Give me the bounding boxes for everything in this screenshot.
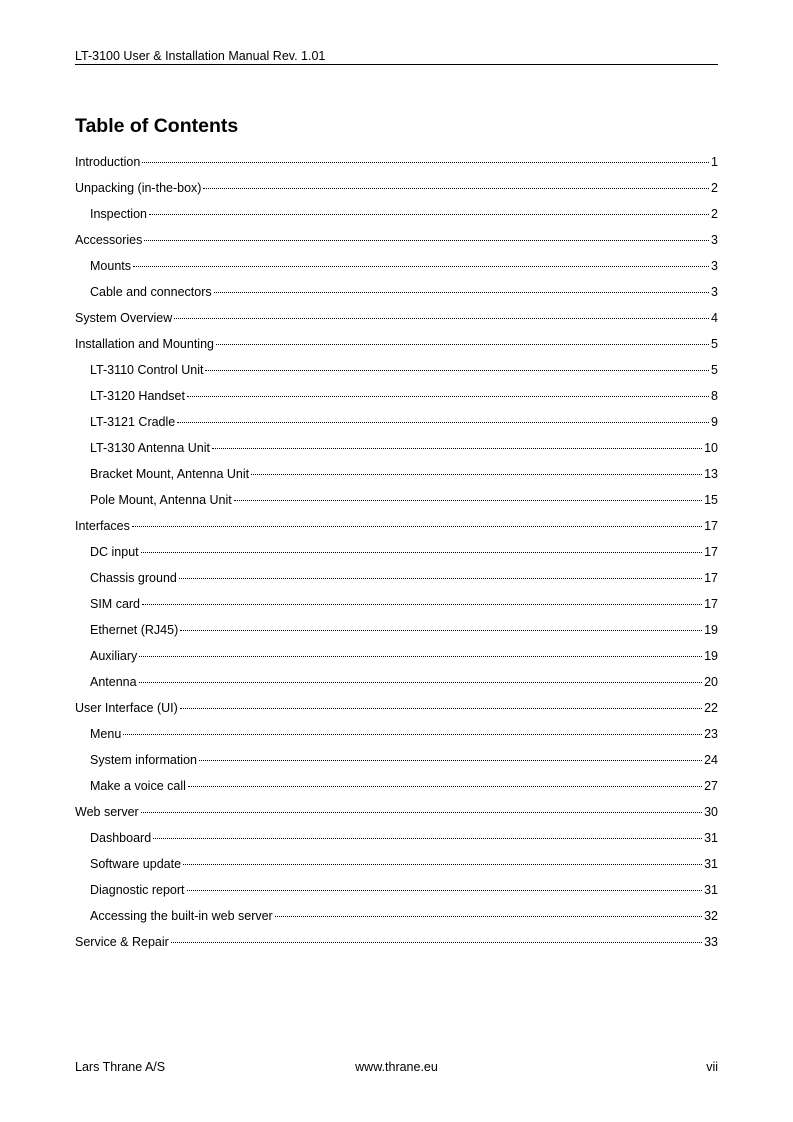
toc-entry[interactable]	[75, 851, 718, 877]
toc-entry-label: Auxiliary	[90, 649, 138, 663]
toc-dot-leader	[203, 188, 709, 189]
toc-dot-leader	[179, 578, 702, 579]
toc-entry-label: Dashboard	[90, 831, 152, 845]
toc-entry[interactable]	[75, 565, 718, 591]
toc-entry-label: DC input	[90, 545, 139, 559]
toc-entry-label: Service & Repair	[75, 935, 169, 949]
toc-entry-page: 8	[711, 389, 718, 403]
toc-entry-label: User Interface (UI)	[75, 701, 178, 715]
toc-entry[interactable]	[75, 409, 718, 435]
footer-company: Lars Thrane A/S	[75, 1060, 166, 1074]
toc-entry-page: 15	[704, 493, 718, 507]
toc-entry[interactable]	[75, 487, 718, 513]
toc-entry-page: 13	[704, 467, 718, 481]
toc-entry-page: 9	[711, 415, 718, 429]
toc-entry-label: LT-3121 Cradle	[90, 415, 176, 429]
toc-entry-page: 2	[711, 207, 718, 221]
toc-entry-label: Accessing the built-in web server	[90, 909, 273, 923]
toc-entry-label: Software update	[90, 857, 182, 871]
toc-entry[interactable]	[75, 383, 718, 409]
toc-dot-leader	[142, 604, 702, 605]
toc-entry[interactable]	[75, 591, 718, 617]
toc-dot-leader	[199, 760, 702, 761]
toc-entry[interactable]	[75, 149, 718, 175]
toc-dot-leader	[275, 916, 702, 917]
toc-dot-leader	[153, 838, 702, 839]
toc-entry-page: 23	[704, 727, 718, 741]
toc-entry-page: 32	[704, 909, 718, 923]
toc-entry[interactable]	[75, 747, 718, 773]
toc-entry-label: Web server	[75, 805, 139, 819]
toc-entry[interactable]	[75, 617, 718, 643]
toc-entry-page: 27	[704, 779, 718, 793]
toc-entry-page: 19	[704, 649, 718, 663]
toc-entry-page: 4	[711, 311, 718, 325]
toc-entry[interactable]	[75, 253, 718, 279]
toc-entry-label: Pole Mount, Antenna Unit	[90, 493, 232, 507]
toc-entry[interactable]	[75, 201, 718, 227]
toc-entry-label: Accessories	[75, 233, 143, 247]
toc-dot-leader	[183, 864, 702, 865]
toc-entry-page: 5	[711, 363, 718, 377]
toc-entry[interactable]	[75, 227, 718, 253]
toc-entry-label: Introduction	[75, 155, 141, 169]
running-header	[75, 49, 718, 65]
toc-dot-leader	[142, 162, 709, 163]
toc-entry[interactable]	[75, 461, 718, 487]
toc-dot-leader	[123, 734, 702, 735]
toc-dot-leader	[187, 890, 703, 891]
toc-entry-page: 31	[704, 831, 718, 845]
toc-dot-leader	[139, 656, 702, 657]
toc-dot-leader	[205, 370, 709, 371]
page-footer	[75, 1059, 718, 1075]
toc-dot-leader	[141, 552, 702, 553]
toc-entry-label: System information	[90, 753, 197, 767]
toc-dot-leader	[251, 474, 702, 475]
toc-entry-page: 17	[704, 519, 718, 533]
toc-entry[interactable]	[75, 643, 718, 669]
toc-entry[interactable]	[75, 331, 718, 357]
toc-entry[interactable]	[75, 435, 718, 461]
footer-page-number: vii	[706, 1060, 718, 1074]
toc-entry[interactable]	[75, 799, 718, 825]
toc-entry[interactable]	[75, 305, 718, 331]
toc-entry[interactable]	[75, 773, 718, 799]
toc-entry[interactable]	[75, 357, 718, 383]
toc-dot-leader	[180, 630, 702, 631]
toc-dot-leader	[174, 318, 709, 319]
toc-entry[interactable]	[75, 513, 718, 539]
toc-entry-label: Diagnostic report	[90, 883, 185, 897]
toc-entry-page: 10	[704, 441, 718, 455]
toc-entry-label: LT-3110 Control Unit	[90, 363, 204, 377]
toc-entry-label: System Overview	[75, 311, 173, 325]
toc-dot-leader	[187, 396, 709, 397]
toc-entry-page: 31	[704, 857, 718, 871]
toc-entry[interactable]	[75, 279, 718, 305]
toc-entry-page: 5	[711, 337, 718, 351]
toc-entry-label: Cable and connectors	[90, 285, 212, 299]
toc-dot-leader	[212, 448, 702, 449]
toc-entry-label: SIM card	[90, 597, 141, 611]
toc-entry-label: Bracket Mount, Antenna Unit	[90, 467, 250, 481]
toc-entry-page: 31	[704, 883, 718, 897]
toc-entry-page: 17	[704, 571, 718, 585]
toc-entry[interactable]	[75, 695, 718, 721]
toc-entry-label: Make a voice call	[90, 779, 186, 793]
toc-entry-page: 20	[704, 675, 718, 689]
toc-entry-page: 30	[704, 805, 718, 819]
header-title: LT-3100 User & Installation Manual Rev. 1.01	[75, 49, 326, 63]
toc-dot-leader	[141, 812, 702, 813]
toc-entry-label: Ethernet (RJ45)	[90, 623, 179, 637]
toc-dot-leader	[188, 786, 702, 787]
toc-entry-label: Antenna	[90, 675, 137, 689]
toc-heading: Table of Contents	[75, 115, 239, 137]
toc-dot-leader	[180, 708, 702, 709]
toc-entry-page: 3	[711, 259, 718, 273]
toc-entry-page: 2	[711, 181, 718, 195]
toc-entry-page: 33	[704, 935, 718, 949]
toc-dot-leader	[234, 500, 702, 501]
toc-dot-leader	[139, 682, 703, 683]
toc-entry[interactable]	[75, 903, 718, 929]
toc-entry[interactable]	[75, 929, 718, 955]
toc-entry-page: 22	[704, 701, 718, 715]
toc-entry-label: Inspection	[90, 207, 147, 221]
toc-dot-leader	[177, 422, 709, 423]
toc-entry[interactable]	[75, 539, 718, 565]
footer-website: www.thrane.eu	[355, 1060, 438, 1074]
toc-dot-leader	[216, 344, 709, 345]
toc-entry-label: Chassis ground	[90, 571, 177, 585]
toc-entry[interactable]	[75, 175, 718, 201]
toc-entry-label: LT-3130 Antenna Unit	[90, 441, 210, 455]
toc-dot-leader	[171, 942, 702, 943]
toc-dot-leader	[144, 240, 709, 241]
toc-dot-leader	[132, 526, 702, 527]
toc-entry-label: Installation and Mounting	[75, 337, 214, 351]
toc-dot-leader	[214, 292, 709, 293]
toc-dot-leader	[149, 214, 709, 215]
toc-entry-page: 24	[704, 753, 718, 767]
toc-entry-page: 1	[711, 155, 718, 169]
toc-entry-page: 19	[704, 623, 718, 637]
toc-entry[interactable]	[75, 669, 718, 695]
toc-entry-page: 17	[704, 545, 718, 559]
toc-entry[interactable]	[75, 877, 718, 903]
toc-entry-page: 17	[704, 597, 718, 611]
toc-entry-label: Menu	[90, 727, 122, 741]
toc-dot-leader	[133, 266, 709, 267]
toc-entry-page: 3	[711, 233, 718, 247]
toc-entry[interactable]	[75, 825, 718, 851]
toc-entry-label: LT-3120 Handset	[90, 389, 185, 403]
toc-entry-label: Interfaces	[75, 519, 130, 533]
toc-entry-label: Unpacking (in-the-box)	[75, 181, 202, 195]
table-of-contents	[75, 149, 718, 955]
toc-entry[interactable]	[75, 721, 718, 747]
toc-entry-page: 3	[711, 285, 718, 299]
toc-entry-label: Mounts	[90, 259, 131, 273]
